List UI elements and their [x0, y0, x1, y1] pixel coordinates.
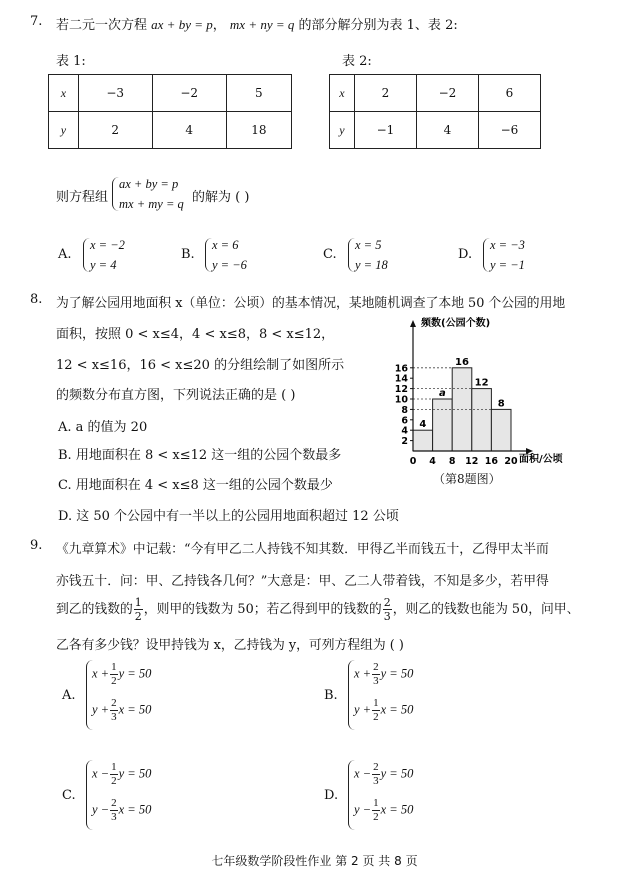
q7-system-brace: [112, 177, 119, 211]
eq-part: x = 50: [380, 802, 414, 817]
option-equation-2: [354, 798, 413, 823]
q9-line-1: 《九章算术》中记载：“今有甲乙二人持钱不知其数．甲得乙半而钱五十，乙得甲太半而: [56, 542, 549, 557]
frac-den: 2: [111, 675, 117, 687]
eq-part: x = 50: [380, 702, 414, 717]
option-equation-2: [92, 698, 151, 723]
eq-part: y −: [354, 802, 372, 817]
q7-number: 7.: [30, 14, 43, 29]
frac-den: 3: [111, 711, 117, 723]
eq-fraction: [110, 798, 118, 823]
table2-cell: 2: [354, 75, 416, 112]
frac-num: 2: [373, 661, 379, 673]
option-label: C.: [62, 788, 76, 803]
option-label: B.: [324, 688, 338, 703]
q9-line-3: [56, 597, 579, 622]
option-equation-2: [354, 698, 413, 723]
option-line-1: x = 6: [212, 238, 239, 252]
frac-den: 3: [383, 610, 391, 623]
eq-part: y −: [92, 802, 110, 817]
page-footer: 七年级数学阶段性作业 第 2 页 共 8 页: [211, 854, 418, 868]
option-brace: [348, 238, 355, 272]
q7-system-eq1: ax + by = p: [119, 177, 179, 191]
table1-cell: 4: [152, 112, 226, 149]
table2-cell: x: [330, 75, 355, 112]
eq-part: x = 50: [118, 702, 152, 717]
table1-cell: −2: [152, 75, 226, 112]
option-equation-1: [92, 662, 151, 687]
option-line-1: x = −3: [490, 238, 525, 252]
histogram-bar: [491, 409, 511, 451]
table2-x-row: [330, 75, 541, 112]
bar-label: 8: [497, 398, 505, 410]
frac-den: 2: [373, 711, 379, 723]
option-label: B.: [181, 247, 195, 262]
eq-part: y +: [92, 702, 110, 717]
histogram-bar: [433, 399, 453, 451]
table1-label: 表 1:: [56, 54, 86, 69]
option-line-1: x = −2: [90, 238, 125, 252]
option-equation-2: [92, 798, 151, 823]
table2-cell: 6: [478, 75, 540, 112]
y-axis-arrow-icon: [410, 320, 416, 327]
eq-part: x −: [354, 766, 372, 781]
x-tick-label: 16: [484, 456, 499, 467]
frac-num: 1: [373, 697, 379, 709]
eq-part: x +: [354, 666, 372, 681]
option-label: C.: [323, 247, 337, 262]
frac-den: 3: [111, 811, 117, 823]
q8-option-d[interactable]: D. 这 50 个公园中有一半以上的公园用地面积超过 12 公顷: [58, 509, 399, 524]
fraction-two-thirds: [383, 597, 392, 622]
q9-line3-text-a: 到乙的钱数的: [56, 602, 133, 617]
option-line-2: y = 4: [90, 258, 117, 272]
y-tick-label: 10: [394, 394, 408, 406]
table2-cell: −6: [478, 112, 540, 149]
table1-cell: 2: [78, 112, 152, 149]
frac-num: 1: [134, 596, 142, 609]
option-line-2: y = −1: [490, 258, 525, 272]
q7-stem: [56, 14, 458, 33]
table-2: [329, 74, 541, 149]
option-equation-1: [354, 662, 413, 687]
eq-part: y = 50: [118, 666, 152, 681]
q8-number: 8.: [30, 292, 43, 307]
q7-equation-1: ax + by = p: [151, 17, 213, 32]
chart-ylabel: 频数(公园个数): [421, 318, 491, 329]
y-tick-label: 12: [394, 384, 408, 396]
frac-num: 2: [111, 697, 117, 709]
x-tick-label: 8: [448, 456, 456, 467]
option-equation-1: [354, 762, 413, 787]
q9-line3-text-b: ，则甲的钱数为 50；若乙得到甲的钱数的: [143, 602, 382, 617]
option-line-2: y = 18: [355, 258, 388, 272]
option-line-2: y = −6: [212, 258, 247, 272]
y-tick-label: 4: [401, 425, 408, 437]
chart-xlabel: 面积/公顷: [519, 454, 563, 465]
table1-y-row: [49, 112, 292, 149]
eq-fraction: [372, 798, 380, 823]
frac-num: 2: [111, 797, 117, 809]
table1-cell: 18: [226, 112, 291, 149]
q8-line-3: 12 < x≤16，16 < x≤20 的分组绘制了如图所示: [56, 358, 345, 373]
q7-system-prefix: 则方程组: [56, 190, 109, 205]
q7-system-suffix: 的解为 ( ): [192, 190, 250, 205]
eq-fraction: [372, 762, 380, 787]
option-label: D.: [458, 247, 473, 262]
table1-cell: −3: [78, 75, 152, 112]
eq-part: x +: [92, 666, 110, 681]
eq-part: y = 50: [118, 766, 152, 781]
q8-line-4: 的频数分布直方图，下列说法正确的是 ( ): [56, 388, 296, 403]
bar-label: a: [439, 388, 446, 399]
frac-num: 2: [383, 596, 391, 609]
option-equation-1: [92, 762, 151, 787]
q9-number: 9.: [30, 538, 43, 553]
q8-option-c[interactable]: C. 用地面积在 4 < x≤8 这一组的公园个数最少: [58, 478, 333, 493]
table2-y-row: [330, 112, 541, 149]
y-tick-label: 2: [401, 436, 408, 448]
table2-cell: −2: [416, 75, 478, 112]
frac-num: 2: [373, 761, 379, 773]
option-brace: [483, 238, 490, 272]
y-tick-label: 6: [401, 415, 408, 427]
x-tick-label: 12: [465, 456, 479, 467]
histogram-bar: [472, 389, 492, 451]
q9-line3-text-c: ，则乙的钱数也能为 50，问甲、: [392, 602, 580, 617]
q7-separator: ，: [212, 18, 226, 33]
q8-figure-caption: （第8题图）: [433, 472, 501, 486]
x-tick-label: 0: [409, 456, 417, 467]
bar-label: 16: [455, 356, 469, 368]
q8-option-b[interactable]: B. 用地面积在 8 < x≤12 这一组的公园个数最多: [58, 448, 342, 463]
q7-stem-text-a: 若二元一次方程: [56, 18, 148, 33]
x-tick-label: 20: [504, 456, 518, 467]
table1-x-row: [49, 75, 292, 112]
option-label: A.: [58, 247, 72, 262]
q8-option-a[interactable]: A. a 的值为 20: [58, 420, 148, 435]
table1-cell: x: [49, 75, 79, 112]
frac-den: 2: [373, 811, 379, 823]
table2-cell: y: [330, 112, 355, 149]
q9-line-4: 乙各有多少钱？设甲持钱为 x，乙持钱为 y，可列方程组为 ( ): [56, 638, 404, 653]
option-brace: [205, 238, 212, 272]
table2-label: 表 2:: [342, 54, 372, 69]
q7-stem-text-b: 的部分解分别为表 1、表 2:: [298, 18, 458, 33]
eq-part: y = 50: [380, 766, 414, 781]
eq-fraction: [110, 762, 118, 787]
q7-system-eq2: mx + my = q: [119, 197, 184, 211]
table-1: [48, 74, 292, 149]
eq-fraction: [372, 698, 380, 723]
frac-den: 3: [373, 775, 379, 787]
histogram-chart: [385, 312, 615, 492]
option-label: D.: [324, 788, 339, 803]
frac-num: 1: [111, 661, 117, 673]
frac-num: 1: [111, 761, 117, 773]
eq-fraction: [110, 662, 118, 687]
frac-den: 2: [134, 610, 142, 623]
q8-line-1: 为了解公园用地面积 x（单位：公顷）的基本情况，某地随机调查了本地 50 个公园的用地: [56, 296, 566, 311]
q9-line-2: 亦钱五十．问：甲、乙持钱各几何？”大意是：甲、乙二人带着钱，不知是多少，若甲得: [56, 574, 549, 589]
frac-num: 1: [373, 797, 379, 809]
eq-fraction: [110, 698, 118, 723]
frac-den: 3: [373, 675, 379, 687]
option-label: A.: [62, 688, 76, 703]
table2-cell: −1: [354, 112, 416, 149]
table1-cell: 5: [226, 75, 291, 112]
x-tick-label: 4: [429, 456, 436, 467]
y-tick-label: 16: [394, 363, 408, 375]
q8-line-2: 面积，按照 0 < x≤4，4 < x≤8，8 < x≤12，: [56, 327, 335, 342]
y-tick-label: 8: [401, 404, 408, 416]
table2-cell: 4: [416, 112, 478, 149]
y-tick-label: 14: [394, 373, 408, 385]
frac-den: 2: [111, 775, 117, 787]
histogram-bar: [413, 430, 433, 451]
table1-cell: y: [49, 112, 79, 149]
eq-part: y +: [354, 702, 372, 717]
option-line-1: x = 5: [355, 238, 382, 252]
bar-label: 12: [474, 377, 489, 389]
eq-part: x −: [92, 766, 110, 781]
eq-part: x = 50: [118, 802, 152, 817]
eq-fraction: [372, 662, 380, 687]
option-brace: [83, 238, 90, 272]
fraction-half: [134, 597, 143, 622]
eq-part: y = 50: [380, 666, 414, 681]
q7-equation-2: mx + ny = q: [229, 17, 295, 32]
bar-label: 4: [419, 419, 427, 431]
histogram-plot: [395, 320, 533, 467]
